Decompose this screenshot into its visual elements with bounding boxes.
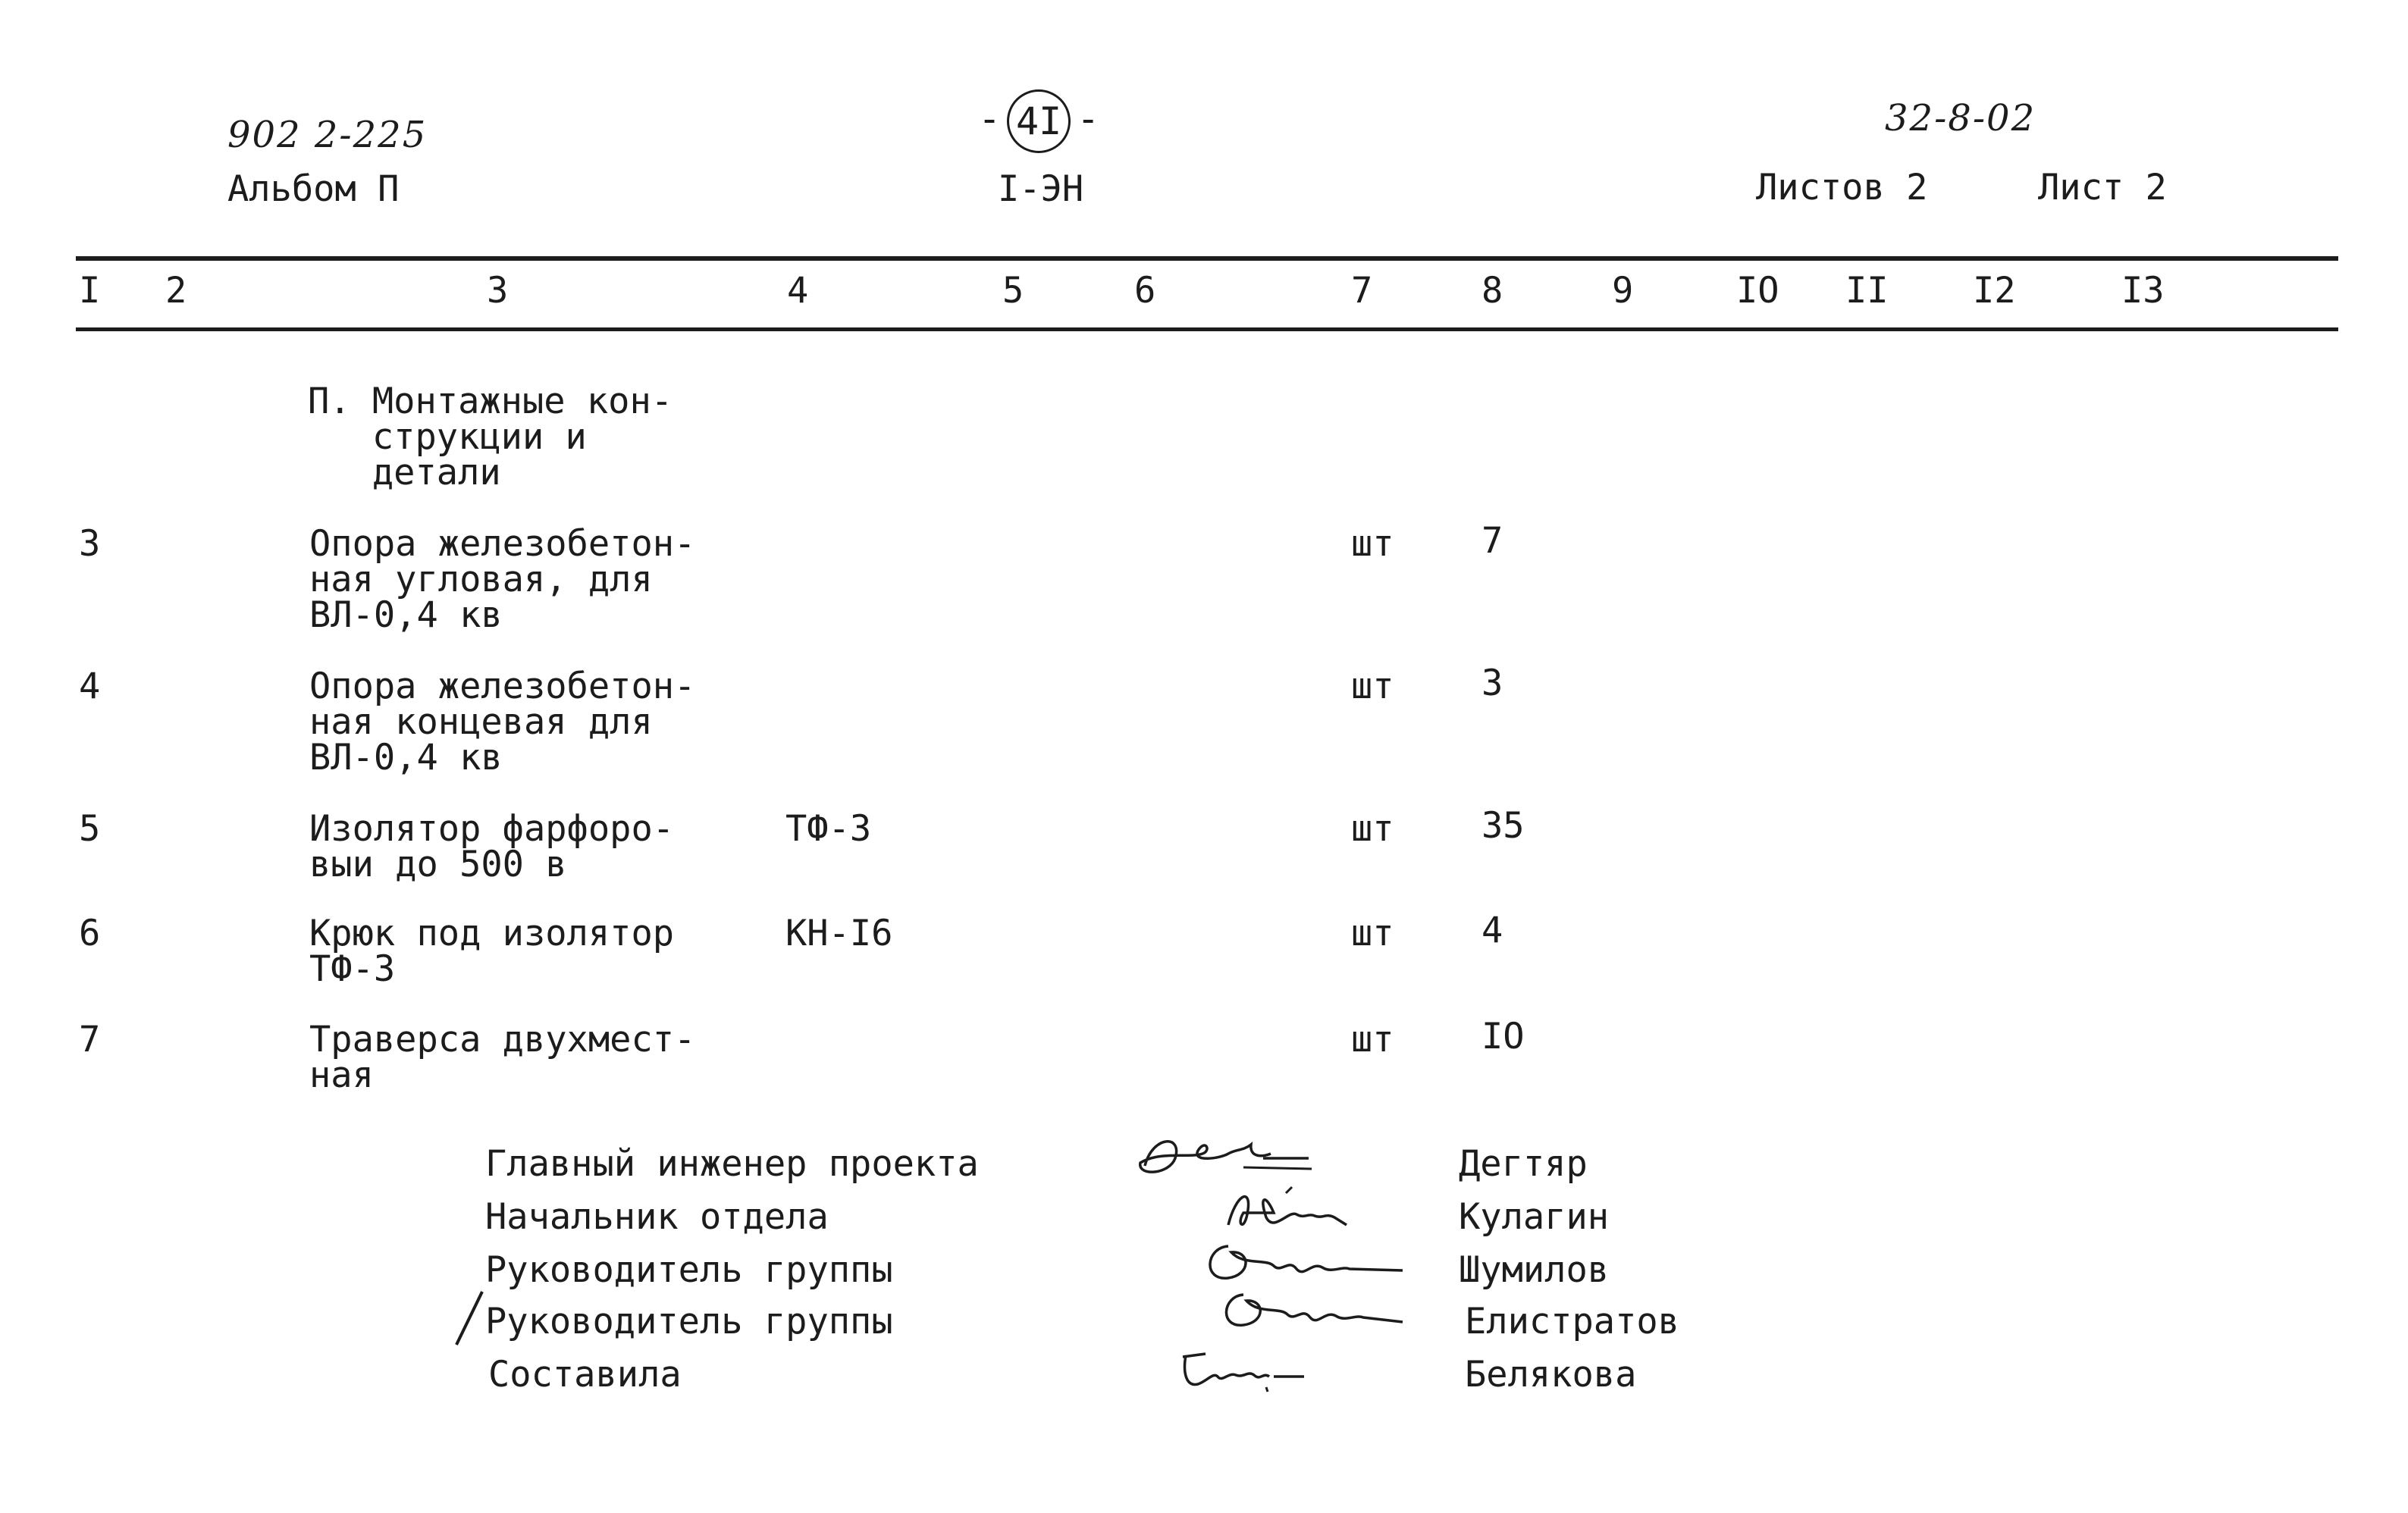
row-quantity: 35 <box>1481 805 1525 847</box>
row-type: КН-I6 <box>785 913 893 954</box>
column-number: I2 <box>1973 270 2016 312</box>
signatory-name: Кулагин <box>1459 1196 1610 1238</box>
section-title: П. Монтажные кон- струкции и детали <box>308 381 673 493</box>
signature-scribble <box>1175 1342 1342 1410</box>
row-quantity: 4 <box>1481 910 1503 951</box>
series-code: 32-8-02 <box>1885 97 2036 139</box>
row-position: 4 <box>79 666 101 707</box>
column-number: 3 <box>487 270 509 312</box>
page-number-circle: 4I <box>1007 89 1071 153</box>
row-quantity: 7 <box>1481 520 1503 562</box>
row-name: Крюк под изолятор ТФ-3 <box>309 913 675 990</box>
column-number: II <box>1845 270 1889 312</box>
row-name: Изолятор фарфоро- выи до 500 в <box>309 808 675 885</box>
column-number: I3 <box>2121 270 2165 312</box>
column-number: 7 <box>1351 270 1373 312</box>
row-position: 5 <box>79 808 101 850</box>
section-code: I-ЭН <box>998 168 1084 210</box>
signatory-name: Дегтяр <box>1459 1143 1588 1185</box>
signature-role: Главный инженер проекта <box>485 1143 979 1185</box>
row-unit: шт <box>1351 1019 1394 1060</box>
column-number: 8 <box>1481 270 1503 312</box>
header-bottom-rule <box>76 327 2338 331</box>
signature-role: Руководитель группы <box>485 1301 893 1342</box>
page-number: - 4I - <box>978 89 1099 153</box>
row-position: 3 <box>79 523 101 565</box>
signatory-name: Елистратов <box>1465 1301 1679 1342</box>
column-number: 5 <box>1002 270 1024 312</box>
column-number: I <box>79 270 101 312</box>
signature-scribble <box>1213 1286 1410 1339</box>
signatory-name: Шумилов <box>1459 1249 1610 1291</box>
row-name: Опора железобетон- ная концевая для ВЛ-0,4 кв <box>309 666 696 778</box>
row-unit: шт <box>1351 808 1394 850</box>
signature-role: Руководитель группы <box>485 1249 893 1291</box>
margin-mark <box>452 1289 490 1349</box>
signature-scribble <box>1213 1179 1365 1240</box>
signature-role: Составила <box>488 1354 682 1396</box>
row-unit: шт <box>1351 523 1394 565</box>
column-number: IO <box>1736 270 1779 312</box>
row-name: Опора железобетон- ная угловая, для ВЛ-0,4 кв <box>309 523 696 636</box>
column-number: 9 <box>1612 270 1634 312</box>
top-rule <box>76 256 2338 261</box>
signature-role: Начальник отдела <box>485 1196 829 1238</box>
row-position: 6 <box>79 913 101 954</box>
column-number: 2 <box>165 270 187 312</box>
row-unit: шт <box>1351 913 1394 954</box>
row-unit: шт <box>1351 666 1394 707</box>
signature-scribble <box>1198 1236 1410 1289</box>
sheet-number: Лист 2 <box>2038 167 2167 208</box>
column-number: 6 <box>1134 270 1156 312</box>
sheets-total: Листов 2 <box>1756 167 1928 208</box>
album-label: Альбом П <box>227 168 400 210</box>
row-quantity: IO <box>1481 1016 1525 1057</box>
column-number: 4 <box>787 270 809 312</box>
row-type: ТФ-3 <box>785 808 872 850</box>
row-name: Траверса двухмест- ная <box>309 1019 696 1096</box>
row-position: 7 <box>79 1019 101 1060</box>
doc-code: 902 2-225 <box>227 114 428 156</box>
signatory-name: Белякова <box>1465 1354 1637 1396</box>
row-quantity: 3 <box>1481 663 1503 704</box>
